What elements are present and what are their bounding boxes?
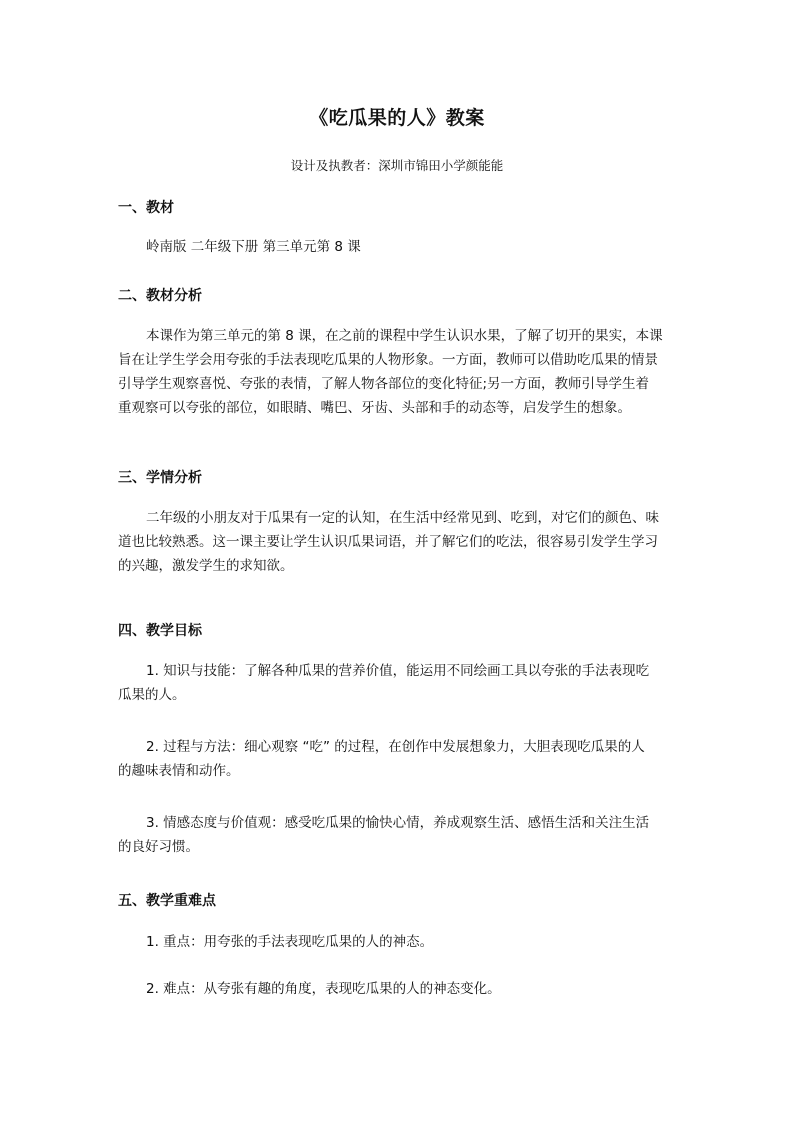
textbook-paragraph: [118, 235, 678, 259]
paragraph-line: 的兴趣，激发学生的求知欲。: [118, 558, 294, 574]
difficulty-item: 2. 难点：从夸张有趣的角度，表现吃瓜果的人的神态变化。: [146, 981, 501, 997]
author-line: 设计及执教者：深圳市锦田小学颜能能: [290, 158, 504, 173]
paragraph-line: 道也比较熟悉。这一课主要让学生认识瓜果词语，并了解它们的吃法，很容易引发学生学习: [118, 534, 658, 550]
section-heading-objectives: 四、教学目标: [118, 623, 202, 639]
paragraph-line: 本课作为第三单元的第 8 课，在之前的课程中学生认识水果，了解了切开的果实，本课: [146, 328, 663, 344]
key-point-item: 1. 重点：用夸张的手法表现吃瓜果的人的神态。: [146, 934, 434, 950]
section-heading-textbook: 一、教材: [118, 200, 174, 216]
objective-item-1: 1. 知识与技能：了解各种瓜果的营养价值，能运用不同绘画工具以夸张的手法表现吃 瓜果的人。: [118, 663, 650, 703]
student-analysis-paragraph: [118, 506, 678, 578]
section-heading-student-analysis: 三、学情分析: [118, 470, 202, 486]
objective-item-3: 3. 情感态度与价值观：感受吃瓜果的愉快心情，养成观察生活、感悟生活和关注生活 的良好习惯。: [118, 815, 650, 855]
paragraph-line: 引导学生观察喜悦、夸张的表情，了解人物各部位的变化特征;另一方面，教师引导学生着: [118, 376, 650, 392]
paragraph-line: 二年级的小朋友对于瓜果有一定的认知，在生活中经常见到、吃到，对它们的颜色、味: [146, 510, 659, 526]
analysis-paragraph: [118, 324, 678, 420]
section-heading-key-points: 五、教学重难点: [118, 893, 216, 909]
objective-item-2: 2. 过程与方法：细心观察 “吃” 的过程，在创作中发展想象力，大胆表现吃瓜果的人 的趣味表情和动作。: [118, 739, 645, 779]
section-heading-analysis: 二、教材分析: [118, 288, 202, 304]
paragraph-line: 旨在让学生学会用夸张的手法表现吃瓜果的人物形象。一方面，教师可以借助吃瓜果的情景: [118, 352, 658, 368]
document-title: 《吃瓜果的人》教案: [309, 107, 485, 129]
paragraph-line: 重观察可以夸张的部位，如眼睛、嘴巴、牙齿、头部和手的动态等，启发学生的想象。: [118, 400, 631, 416]
paragraph-line: 岭南版 二年级下册 第三单元第 8 课: [146, 239, 361, 255]
